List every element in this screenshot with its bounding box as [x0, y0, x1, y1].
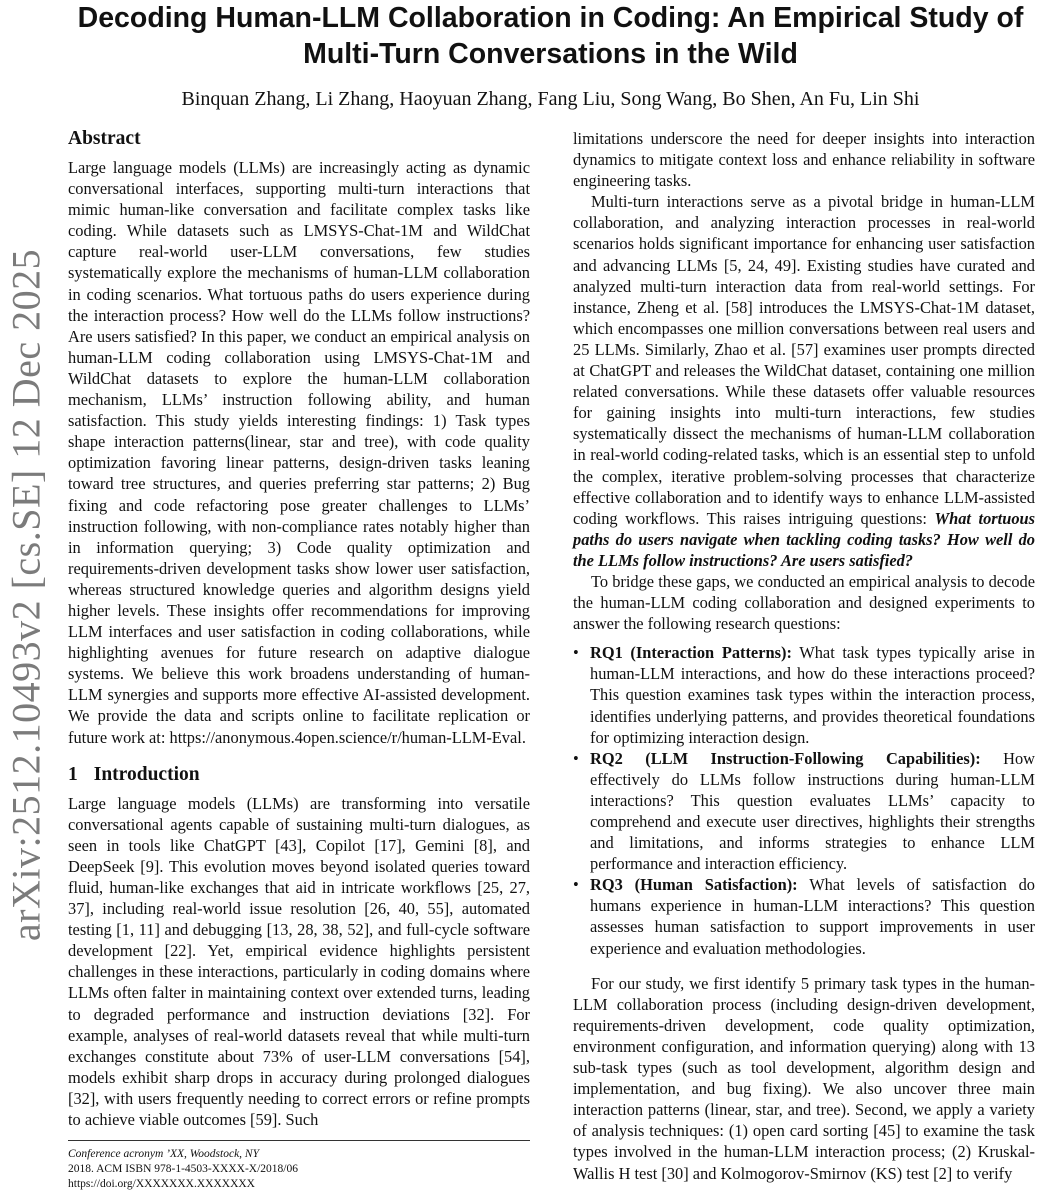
conference-note: Conference acronym ’XX, Woodstock, NY [68, 1148, 259, 1160]
left-column [68, 126, 530, 1130]
list-item [573, 748, 1035, 875]
rq-text: What task types typically arise in human-LLM interactions, and how do these interactions proceed? This question examines task types within the interaction process, identifies underlying patterns, and provides theoretical foundations for optimizing interaction design. [590, 643, 1035, 747]
research-question-list [573, 642, 1035, 958]
intro-paragraph-3: To bridge these gaps, we conducted an empirical analysis to decode the human-LLM coding collaboration and designed experiments to answer the following research questions: [573, 571, 1035, 634]
rq-label: RQ3 (Human Satisfaction): [590, 875, 798, 895]
footnote [68, 1140, 530, 1192]
section-number: 1 [68, 763, 78, 785]
list-item [573, 874, 1035, 958]
intro-paragraph-1-continued: limitations underscore the need for deeper insights into interaction dynamics to mitigate context loss and enhance reliability in software engineering tasks. [573, 129, 1035, 191]
paper-title: Decoding Human-LLM Collaboration in Coding: An Empirical Study of Multi-Turn Conversations in the Wild [77, 2, 1024, 70]
intro-paragraph-1: Large language models (LLMs) are transforming into versatile conversational agents capable of sustaining multi-turn dialogues, as seen in tools like ChatGPT [43], Copilot [17], Gemini [8], and DeepSeek [9]. This evolution moves beyond isolated queries toward fluid, human-like exchanges that aid in intricate workflows [25, 27, 37], including real-world issue resolution [26, 40, 55], automated testing [1, 11] and debugging [13, 28, 38, 52], and full-cycle software development [22]. Yet, empirical evidence highlights persistent challenges in these interactions, particularly in coding domains where LLMs often falter in maintaining context over extended turns, leading to degraded performance and instruction deviations [32]. For example, analyses of real-world datasets reveal that while multi-turn exchanges constitute about 73% of user-LLM conversations [54], models exhibit sharp drops in accuracy during prolonged dialogues [32], with users frequently needing to correct errors or refine prompts to achieve viable outcomes [59]. Such [68, 793, 530, 1130]
intro-paragraph-2-text: Multi-turn interactions serve as a pivotal bridge in human-LLM collaboration, and analyzing interaction processes in real-world scenarios holds significant importance for enhancing user satisfaction and advancing LLMs [5, 24, 49]. Existing studies have curated and analyzed multi-turn interaction data from real-world settings. For instance, Zheng et al. [58] introduces the LMSYS-Chat-1M dataset, which encompasses one million conversations between real users and 25 LLMs. Similarly, Zhao et al. [57] examines user prompts directed at ChatGPT and releases the WildChat dataset, containing one million related conversations. While these datasets offer valuable resources for gaining insights into multi-turn interactions, few studies systematically dissect the mechanisms of human-LLM collaboration in real-world coding-related tasks, which is an essential step to unfold the complex, iterative problem-solving processes that characterize effective collaboration and to identify ways to enhance LLM-assisted coding workflows. This raises intriguing questions: [573, 192, 1035, 528]
list-item [573, 642, 1035, 747]
intro-paragraph-2 [573, 191, 1035, 571]
bullet-icon: • [573, 875, 579, 895]
doi-link[interactable]: https://doi.org/XXXXXXX.XXXXXXX [68, 1178, 255, 1190]
bullet-icon: • [573, 748, 579, 768]
rq-text: How effectively do LLMs follow instructions during human-LLM interactions? This question evaluates LLMs’ capacity to comprehend and execute user directives, highlights their strengths and limitations, and informs strategies to enhance LLM performance and interaction efficiency. [590, 748, 1035, 874]
bullet-icon: • [573, 643, 579, 663]
research-questions-highlight: What tortuous paths do users navigate when tackling coding tasks? How well do the LLMs follow instructions? Are users satisfied? [573, 508, 1036, 570]
section-title: Introduction [93, 763, 200, 785]
rq-label: RQ1 (Interaction Patterns): [590, 643, 792, 663]
abstract-heading: Abstract [68, 128, 141, 149]
arxiv-side-identifier [0, 0, 52, 1200]
introduction-heading [68, 762, 530, 788]
right-column [573, 128, 1035, 1184]
author-list: Binquan Zhang, Li Zhang, Haoyuan Zhang, Fang Liu, Song Wang, Bo Shen, An Fu, Lin Shi [181, 88, 920, 110]
rq-text: What levels of satisfaction do humans experience in human-LLM interactions? This question assesses human satisfaction to support improvements in user experience and evaluation methodologies. [590, 875, 1036, 958]
rq-label: RQ2 (LLM Instruction-Following Capabilities): [590, 748, 981, 768]
arxiv-id-text: arXiv:2512.10493v2 [cs.SE] 12 Dec 2025 [3, 248, 49, 942]
intro-paragraph-4: For our study, we first identify 5 primary task types in the human-LLM collaboration process (including design-driven development, requirements-driven development, code quality optimization, environment configuration, and information querying) along with 13 sub-task types (such as tool development, algorithm design and implementation, and bug fixing). We also uncover three main interaction patterns (linear, star, and tree). Second, we apply a variety of analysis techniques: (1) open card sorting [45] to examine the task types involved in the human-LLM interaction process; (2) Kruskal-Wallis H test [30] and Kolmogorov-Smirnov (KS) test [2] to verify [573, 973, 1035, 1183]
isbn-note: 2018. ACM ISBN 978-1-4503-XXXX-X/2018/06 [68, 1163, 298, 1175]
abstract-text: Large language models (LLMs) are increasingly acting as dynamic conversational interfaces, supporting multi-turn interactions that mimic human-like conversation and facilitate complex tasks like coding. While datasets such as LMSYS-Chat-1M and WildChat capture real-world user-LLM conversations, few studies systematically explore the mechanisms of human-LLM collaboration in coding scenarios. What tortuous paths do users experience during the interaction process? How well do the LLMs follow instructions? Are users satisfied? In this paper, we conduct an empirical analysis on human-LLM coding collaboration using LMSYS-Chat-1M and WildChat datasets to explore the human-LLM collaboration mechanism, LLMs’ instruction following ability, and human satisfaction. This study yields interesting findings: 1) Task types shape interaction patterns(linear, star and tree), with code quality optimization favoring linear patterns, design-driven tasks leaning toward tree structures, and queries preferring star patterns; 2) Bug fixing and code refactoring pose greater challenges to LLMs’ instruction following, with non-compliance rates notably higher than in information querying; 3) Code quality optimization and requirements-driven development tasks show lower user satisfaction, whereas structured knowledge queries and algorithm designs yield higher levels. These insights offer recommendations for improving LLM interfaces and user satisfaction in coding collaborations, while highlighting avenues for future research on adaptive dialogue systems. We believe this work broadens understanding of human-LLM synergies and supports more effective AI-assisted development. We provide the data and scripts online to facilitate replication or future work at: https://anonymous.4open.science/r/human-LLM-Eval. [68, 158, 530, 747]
